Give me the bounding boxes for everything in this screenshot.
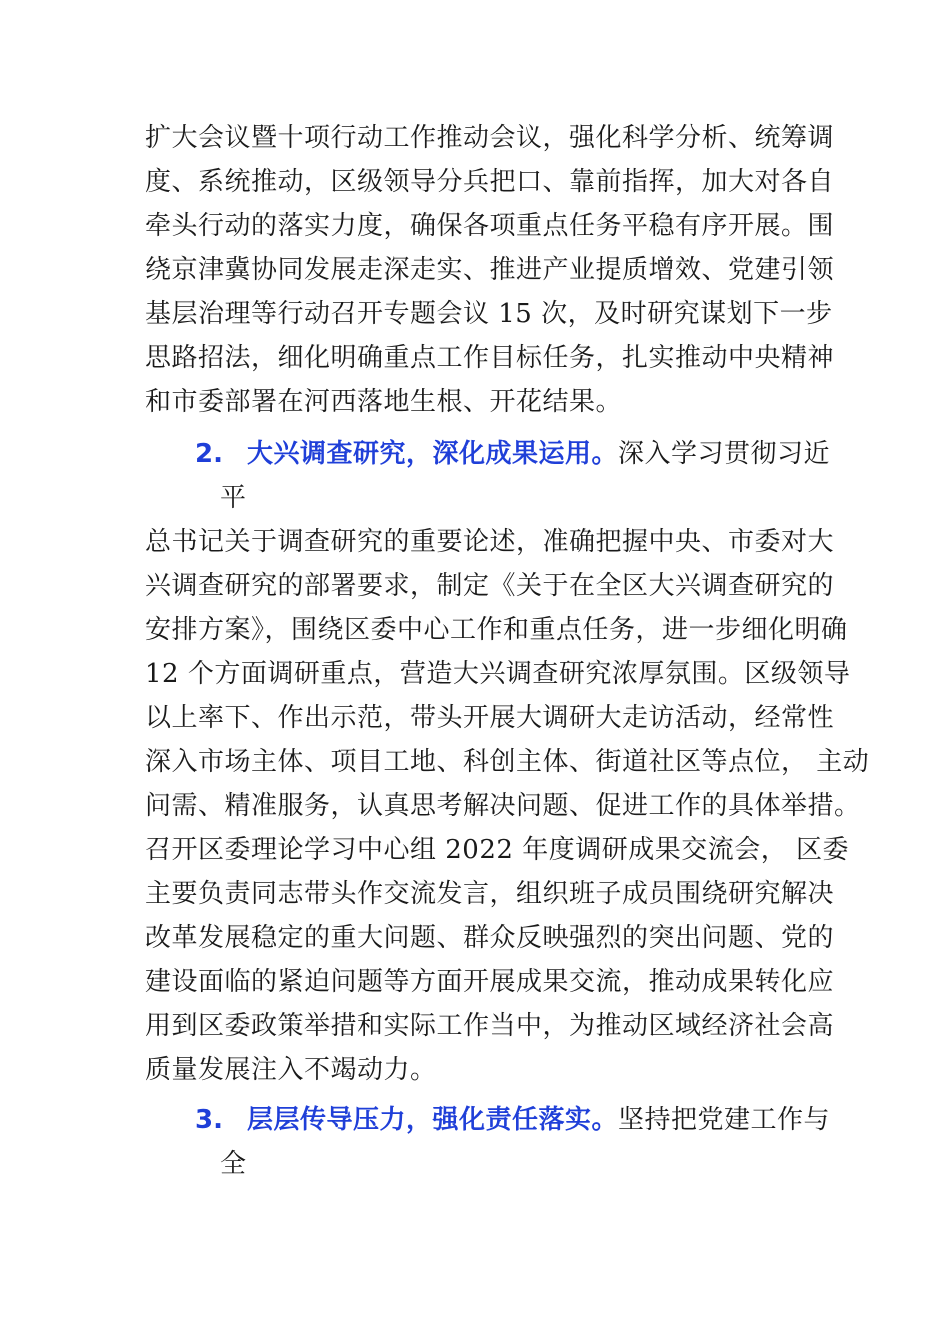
text-line: 基层治理等行动召开专题会议 15 次，及时研究谋划下一步 [145, 299, 833, 329]
text-line: 用到区委政策举措和实际工作当中，为推动区域经济社会高 [145, 1011, 835, 1041]
section-3-title: 层层传导压力，强化责任落实。 [247, 1105, 619, 1135]
section-3-lead-text: 坚持把党建工作与 [618, 1105, 831, 1135]
text-line: 扩大会议暨十项行动工作推动会议，强化科学分析、统筹调 [145, 123, 835, 153]
text-line: 12 个方面调研重点，营造大兴调查研究浓厚氛围。区级领导 [145, 659, 851, 689]
text-line: 改革发展稳定的重大问题、群众反映强烈的突出问题、党的 [145, 923, 835, 953]
section-3-wrap-text: 全 [220, 1149, 247, 1179]
text-line: 深入市场主体、项目工地、科创主体、街道社区等点位， 主动 [145, 747, 870, 777]
text-line: 建设面临的紧迫问题等方面开展成果交流，推动成果转化应 [145, 967, 835, 997]
section-2-lead-text: 深入学习贯彻习近 [618, 439, 831, 469]
section-3-heading [195, 1098, 830, 1142]
text-line: 度、系统推动，区级领导分兵把口、靠前指挥，加大对各自 [145, 167, 835, 197]
text-line: 以上率下、作出示范，带头开展大调研大走访活动，经常性 [145, 703, 835, 733]
text-line: 召开区委理论学习中心组 2022 年度调研成果交流会， 区委 [145, 835, 849, 865]
text-line: 绕京津冀协同发展走深走实、推进产业提质增效、党建引领 [145, 255, 835, 285]
text-line: 和市委部署在河西落地生根、开花结果。 [145, 387, 623, 417]
section-3-number: 3. [195, 1105, 223, 1135]
section-2-number: 2. [195, 439, 223, 469]
text-line: 牵头行动的落实力度，确保各项重点任务平稳有序开展。围 [145, 211, 835, 241]
text-line: 质量发展注入不竭动力。 [145, 1055, 437, 1085]
text-line: 思路招法，细化明确重点工作目标任务，扎实推动中央精神 [145, 343, 835, 373]
section-2-heading [195, 432, 830, 476]
text-line: 总书记关于调查研究的重要论述，准确把握中央、市委对大 [145, 527, 835, 557]
text-line: 安排方案》，围绕区委中心工作和重点任务，进一步细化明确 [145, 615, 848, 645]
section-2-title: 大兴调查研究，深化成果运用。 [247, 439, 619, 469]
text-line: 主要负责同志带头作交流发言，组织班子成员围绕研究解决 [145, 879, 835, 909]
text-line: 问需、精准服务，认真思考解决问题、促进工作的具体举措。 [145, 791, 861, 821]
section-2-wrap-text: 平 [220, 483, 247, 513]
text-line: 兴调查研究的部署要求，制定《关于在全区大兴调查研究的 [145, 571, 835, 601]
